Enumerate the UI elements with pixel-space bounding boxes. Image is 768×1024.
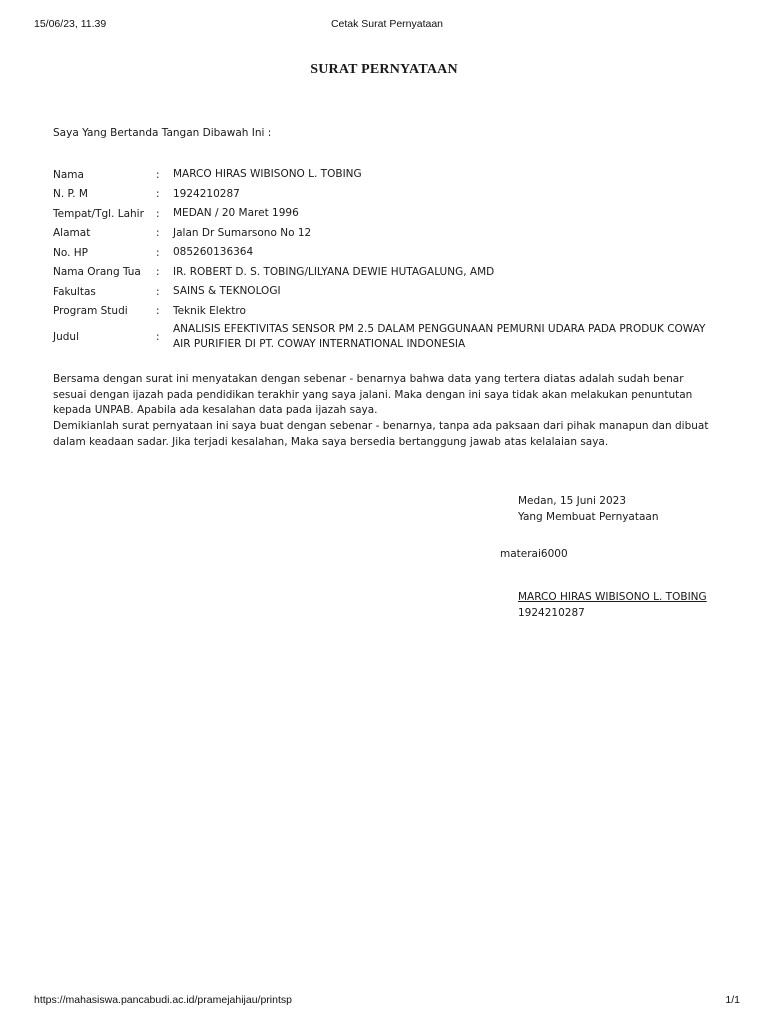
field-label: Judul: [53, 331, 79, 343]
statement-paragraph-2: Demikianlah surat pernyataan ini saya buat dengan sebenar - benarnya, tanpa ada paksaan dari pihak manapun dan dibuat dalam keadaan sadar. Jika terjadi kesalahan, Maka saya bersedia bertanggung jawab atas kelalaian saya.: [53, 420, 709, 448]
statement-paragraph-1: Bersama dengan surat ini menyatakan dengan sebenar - benarnya bahwa data yang tertera diatas adalah sudah benar sesuai dengan ijazah pada pendidikan terakhir yang saya jalani. Maka dengan ini saya tidak akan melakukan penuntutan kepada UNPAB. Apabila ada kesalahan data pada ijazah saya.: [53, 373, 693, 416]
info-table: [53, 165, 713, 353]
print-datetime: 15/06/23, 11.39: [34, 18, 107, 30]
field-colon: :: [156, 207, 160, 220]
field-row-program-studi: [53, 302, 713, 322]
field-label: Program Studi: [53, 305, 128, 318]
field-colon: :: [156, 305, 160, 318]
field-value: Jalan Dr Sumarsono No 12: [173, 226, 312, 239]
field-row-nama-orang-tua: [53, 263, 713, 283]
signer-block: [518, 590, 707, 621]
field-row-no-hp: [53, 243, 713, 263]
field-value: MARCO HIRAS WIBISONO L. TOBING: [173, 168, 362, 181]
document-title: SURAT PERNYATAAN: [310, 62, 458, 77]
field-value: IR. ROBERT D. S. TOBING/LILYANA DEWIE HUTAGALUNG, AMD: [173, 265, 495, 278]
field-row-tempat-tgl-lahir: [53, 204, 713, 224]
field-colon: :: [156, 331, 160, 343]
stamp-placeholder: materai6000: [500, 548, 568, 560]
field-value: MEDAN / 20 Maret 1996: [173, 207, 299, 220]
field-label: No. HP: [53, 246, 88, 259]
signer-name: MARCO HIRAS WIBISONO L. TOBING: [518, 591, 707, 603]
field-colon: :: [156, 266, 160, 279]
field-row-npm: [53, 185, 713, 205]
field-colon: :: [156, 246, 160, 259]
intro-text: Saya Yang Bertanda Tangan Dibawah Ini :: [53, 127, 272, 139]
print-url: https://mahasiswa.pancabudi.ac.id/pramejahijau/printsp: [34, 994, 292, 1006]
field-value: Teknik Elektro: [173, 304, 246, 317]
page-count: 1/1: [725, 994, 740, 1006]
field-colon: :: [156, 227, 160, 240]
field-label: Fakultas: [53, 285, 96, 298]
field-value: SAINS & TEKNOLOGI: [173, 285, 281, 298]
field-label: Nama: [53, 168, 84, 181]
field-row-nama: [53, 165, 713, 185]
field-colon: :: [156, 188, 160, 201]
place-date: Medan, 15 Juni 2023: [518, 495, 627, 507]
field-row-fakultas: [53, 282, 713, 302]
signatory-role: Yang Membuat Pernyataan: [518, 510, 659, 523]
signer-npm: 1924210287: [518, 606, 585, 619]
field-value: ANALISIS EFEKTIVITAS SENSOR PM 2.5 DALAM PENGGUNAAN PEMURNI UDARA PADA PRODUK COWAY AIR PURIFIER DI PT. COWAY INTERNATIONAL INDONESIA: [173, 323, 706, 350]
field-row-judul: [53, 321, 713, 353]
print-page-title: Cetak Surat Pernyataan: [330, 18, 444, 30]
field-colon: :: [156, 168, 160, 181]
field-label: Tempat/Tgl. Lahir: [53, 207, 144, 220]
field-label: N. P. M: [53, 188, 88, 201]
print-header: [34, 18, 740, 34]
field-row-alamat: [53, 224, 713, 244]
field-value: 1924210287: [173, 187, 240, 200]
field-colon: :: [156, 285, 160, 298]
print-footer: [34, 994, 740, 1010]
signature-block: [518, 494, 659, 525]
field-label: Nama Orang Tua: [53, 266, 141, 279]
field-value: 085260136364: [173, 246, 254, 259]
field-label: Alamat: [53, 227, 91, 240]
